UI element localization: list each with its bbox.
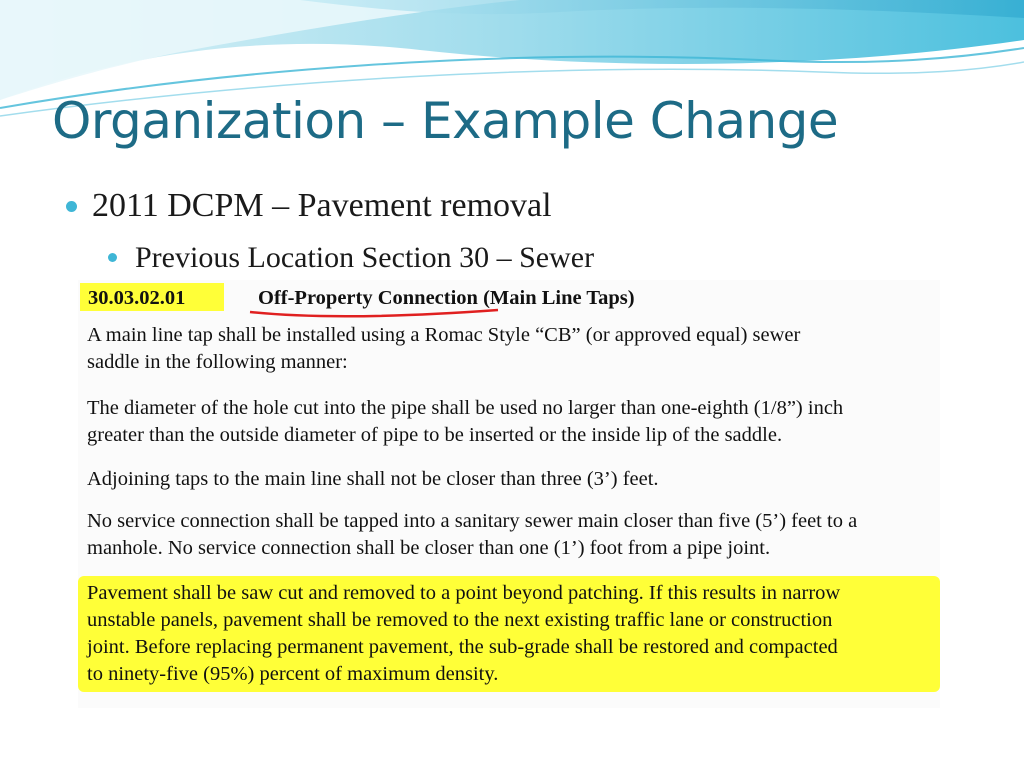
paragraph-3-line-1: Adjoining taps to the main line shall not be closer than three (3’) feet.: [87, 468, 659, 490]
paragraph-5-line-4: to ninety-five (95%) percent of maximum density.: [87, 663, 499, 685]
paragraph-1-line-2: saddle in the following manner:: [87, 351, 348, 373]
paragraph-1-line-1: A main line tap shall be installed using a Romac Style “CB” (or approved equal) sewer: [87, 324, 801, 346]
bullet-dot-icon: [66, 201, 77, 212]
paragraph-5-line-2: unstable panels, pavement shall be removed to the next existing traffic lane or construction: [87, 609, 833, 631]
paragraph-5-line-3: joint. Before replacing permanent pavement, the sub-grade shall be restored and compacted: [87, 636, 838, 658]
section-number: 30.03.02.01: [88, 287, 186, 309]
paragraph-2-line-2: greater than the outside diameter of pipe to be inserted or the inside lip of the saddle.: [87, 424, 783, 446]
paragraph-4-line-2: manhole. No service connection shall be closer than one (1’) foot from a pipe joint.: [87, 537, 771, 559]
bullet-level-2: Previous Location Section 30 – Sewer: [135, 241, 595, 274]
red-underline-mark: [248, 306, 508, 320]
sub-bullet-dot-icon: [108, 253, 117, 262]
paragraph-4-line-1: No service connection shall be tapped into a sanitary sewer main closer than five (5’) feet to a: [87, 510, 858, 532]
paragraph-5-line-1: Pavement shall be saw cut and removed to a point beyond patching. If this results in narrow: [87, 582, 841, 604]
bullet-level-1: 2011 DCPM – Pavement removal: [92, 187, 552, 224]
document-excerpt: [78, 280, 940, 708]
slide-title: Organization – Example Change: [52, 92, 839, 150]
paragraph-2-line-1: The diameter of the hole cut into the pipe shall be used no larger than one-eighth (1/8”) inch: [87, 397, 844, 419]
section-title: Off-Property Connection (Main Line Taps): [258, 287, 635, 309]
